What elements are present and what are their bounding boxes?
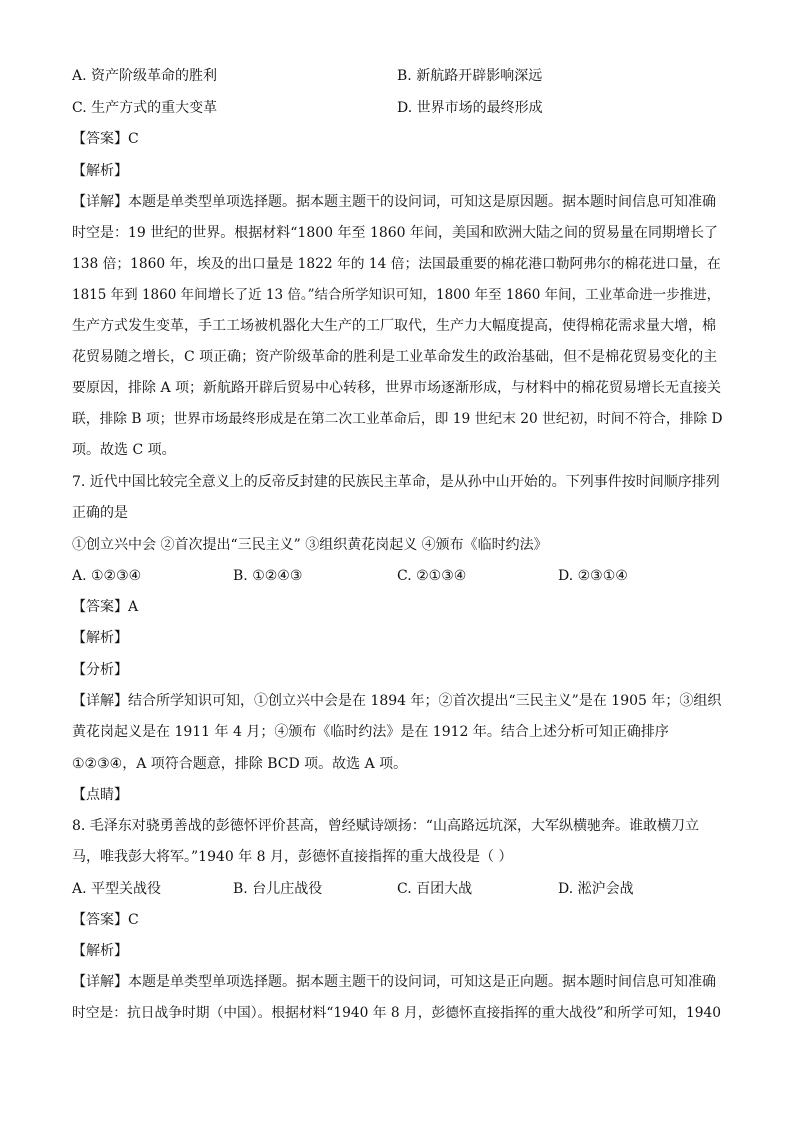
q6-option-b: B. 新航路开辟影响深远	[397, 68, 543, 84]
q6-detail-line: 要原因，排除 A 项；新航路开辟后贸易中心转移，世界市场逐渐形成，与材料中的棉花贸易增长无直接关	[72, 380, 722, 396]
q7-fenxi-heading: 【分析】	[72, 662, 128, 678]
q7-events: ①创立兴中会 ②首次提出“三民主义” ③组织黄花岗起义 ④颁布《临时约法》	[72, 537, 548, 553]
q7-dianjing-heading: 【点睛】	[72, 787, 128, 803]
q7-analysis-heading: 【解析】	[72, 630, 128, 646]
q7-detail-line: ①②③④，A 项符合题意，排除 BCD 项。故选 A 项。	[72, 756, 408, 772]
q7-stem-line: 正确的是	[72, 505, 128, 521]
q8-analysis-heading: 【解析】	[72, 943, 128, 959]
q8-stem-line: 8. 毛泽东对骁勇善战的彭德怀评价甚高，曾经赋诗颂扬：“山高路远坑深，大军纵横驰奔。谁敢横刀立	[72, 818, 699, 834]
q7-answer: 【答案】A	[72, 599, 139, 615]
q6-detail-line: 【详解】本题是单类型单项选择题。据本题主题干的设问词，可知这是原因题。据本题时间信息可知准确	[72, 194, 716, 210]
q6-detail-line: 联，排除 B 项；世界市场最终形成是在第二次工业革命后，即 19 世纪末 20 世纪初，时间不符合，排除 D	[72, 411, 723, 427]
q8-answer: 【答案】C	[72, 912, 139, 928]
q8-stem-line: 马，唯我彭大将军。”1940 年 8 月，彭德怀直接指挥的重大战役是（ ）	[72, 849, 513, 865]
q8-option-d: D. 淞沪会战	[558, 881, 634, 897]
q6-detail-line: 138 倍；1860 年，埃及的出口量是 1822 年的 14 倍；法国最重要的棉花港口勒阿弗尔的棉花进口量，在	[72, 256, 721, 272]
q6-option-c: C. 生产方式的重大变革	[72, 100, 218, 116]
q6-option-d: D. 世界市场的最终形成	[397, 100, 543, 116]
q6-detail-line: 生产方式发生变革，手工工场被机器化大生产的工厂取代，生产力大幅度提高，使得棉花需求量大增，棉	[72, 318, 716, 334]
q8-detail-line: 【详解】本题是单类型单项选择题。据本题主题干的设问词，可知这是正向题。据本题时间信息可知准确	[72, 974, 716, 990]
q7-option-b: B. ①②④③	[233, 568, 303, 584]
q8-option-c: C. 百团大战	[397, 881, 473, 897]
q6-detail-line: 1815 年到 1860 年间增长了近 13 倍。”结合所学知识可知，1800 年至 1860 年间，工业革命进一步推进，	[72, 287, 721, 303]
q6-answer: 【答案】C	[72, 131, 139, 147]
q6-option-a: A. 资产阶级革命的胜利	[72, 68, 218, 84]
q8-option-a: A. 平型关战役	[72, 881, 162, 897]
q6-detail-line: 花贸易随之增长，C 项正确；资产阶级革命的胜利是工业革命发生的政治基础，但不是棉花贸易变化的主	[72, 349, 718, 365]
q7-option-a: A. ①②③④	[72, 568, 142, 584]
q7-stem-line: 7. 近代中国比较完全意义上的反帝反封建的民族民主革命，是从孙中山开始的。下列事件按时间顺序排列	[72, 474, 720, 490]
q8-option-b: B. 台儿庄战役	[233, 881, 323, 897]
q6-detail-line: 时空是：19 世纪的世界。根据材料“1800 年至 1860 年间，美国和欧洲大陆之间的贸易量在同期增长了	[72, 225, 719, 241]
q7-option-d: D. ②③①④	[558, 568, 628, 584]
q8-detail-line: 时空是：抗日战争时期（中国）。根据材料“1940 年 8 月，彭德怀直接指挥的重大战役”和所学可知，1940	[72, 1005, 722, 1021]
q7-detail-line: 【详解】结合所学知识可知，①创立兴中会是在 1894 年；②首次提出“三民主义”是在 1905 年；③组织	[72, 693, 722, 709]
q6-detail-line: 项。故选 C 项。	[72, 442, 176, 458]
q7-option-c: C. ②①③④	[397, 568, 467, 584]
q6-analysis-heading: 【解析】	[72, 163, 128, 179]
q7-detail-line: 黄花岗起义是在 1911 年 4 月；④颁布《临时约法》是在 1912 年。结合上述分析可知正确排序	[72, 724, 669, 740]
